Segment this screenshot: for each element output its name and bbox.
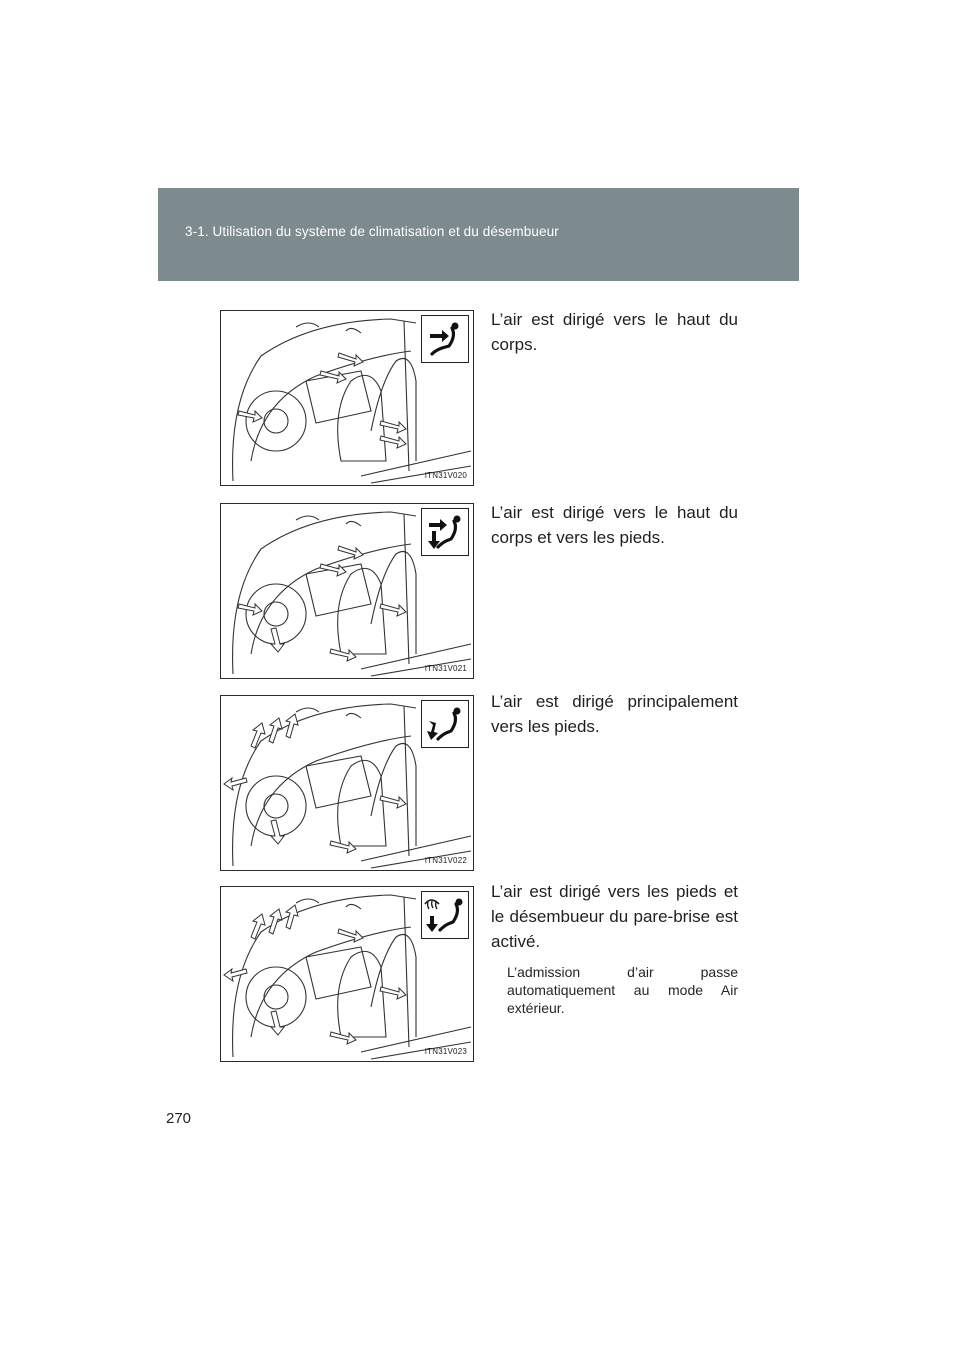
airflow-illustration-feet-defroster — [220, 886, 474, 1062]
mode-note: L’admission d’air passe automatiquement au mode Air extérieur. — [507, 964, 738, 1016]
mode-description: L’air est dirigé vers le haut du corps. — [491, 310, 738, 354]
mode-description: L’air est dirigé principalement vers les pieds. — [491, 692, 738, 736]
image-code: ITN31V022 — [424, 856, 467, 865]
image-code: ITN31V023 — [424, 1047, 467, 1056]
image-code: ITN31V020 — [424, 471, 467, 480]
airflow-illustration-feet — [220, 695, 474, 871]
page-number: 270 — [166, 1110, 192, 1127]
airflow-feet-defroster-icon — [421, 891, 469, 939]
image-code: ITN31V021 — [424, 664, 467, 673]
airflow-illustration-face — [220, 310, 474, 486]
airflow-face-icon — [421, 315, 469, 363]
airflow-face-feet-icon — [421, 508, 469, 556]
mode-description: L’air est dirigé vers le haut du corps et vers les pieds. — [491, 503, 738, 547]
mode-description: L’air est dirigé vers les pieds et le désembueur du pare-brise est activé. — [491, 882, 738, 951]
section-title: 3-1. Utilisation du système de climatisation et du désembueur — [185, 224, 559, 239]
airflow-feet-icon — [421, 700, 469, 748]
airflow-illustration-face-feet — [220, 503, 474, 679]
section-header — [158, 188, 799, 281]
